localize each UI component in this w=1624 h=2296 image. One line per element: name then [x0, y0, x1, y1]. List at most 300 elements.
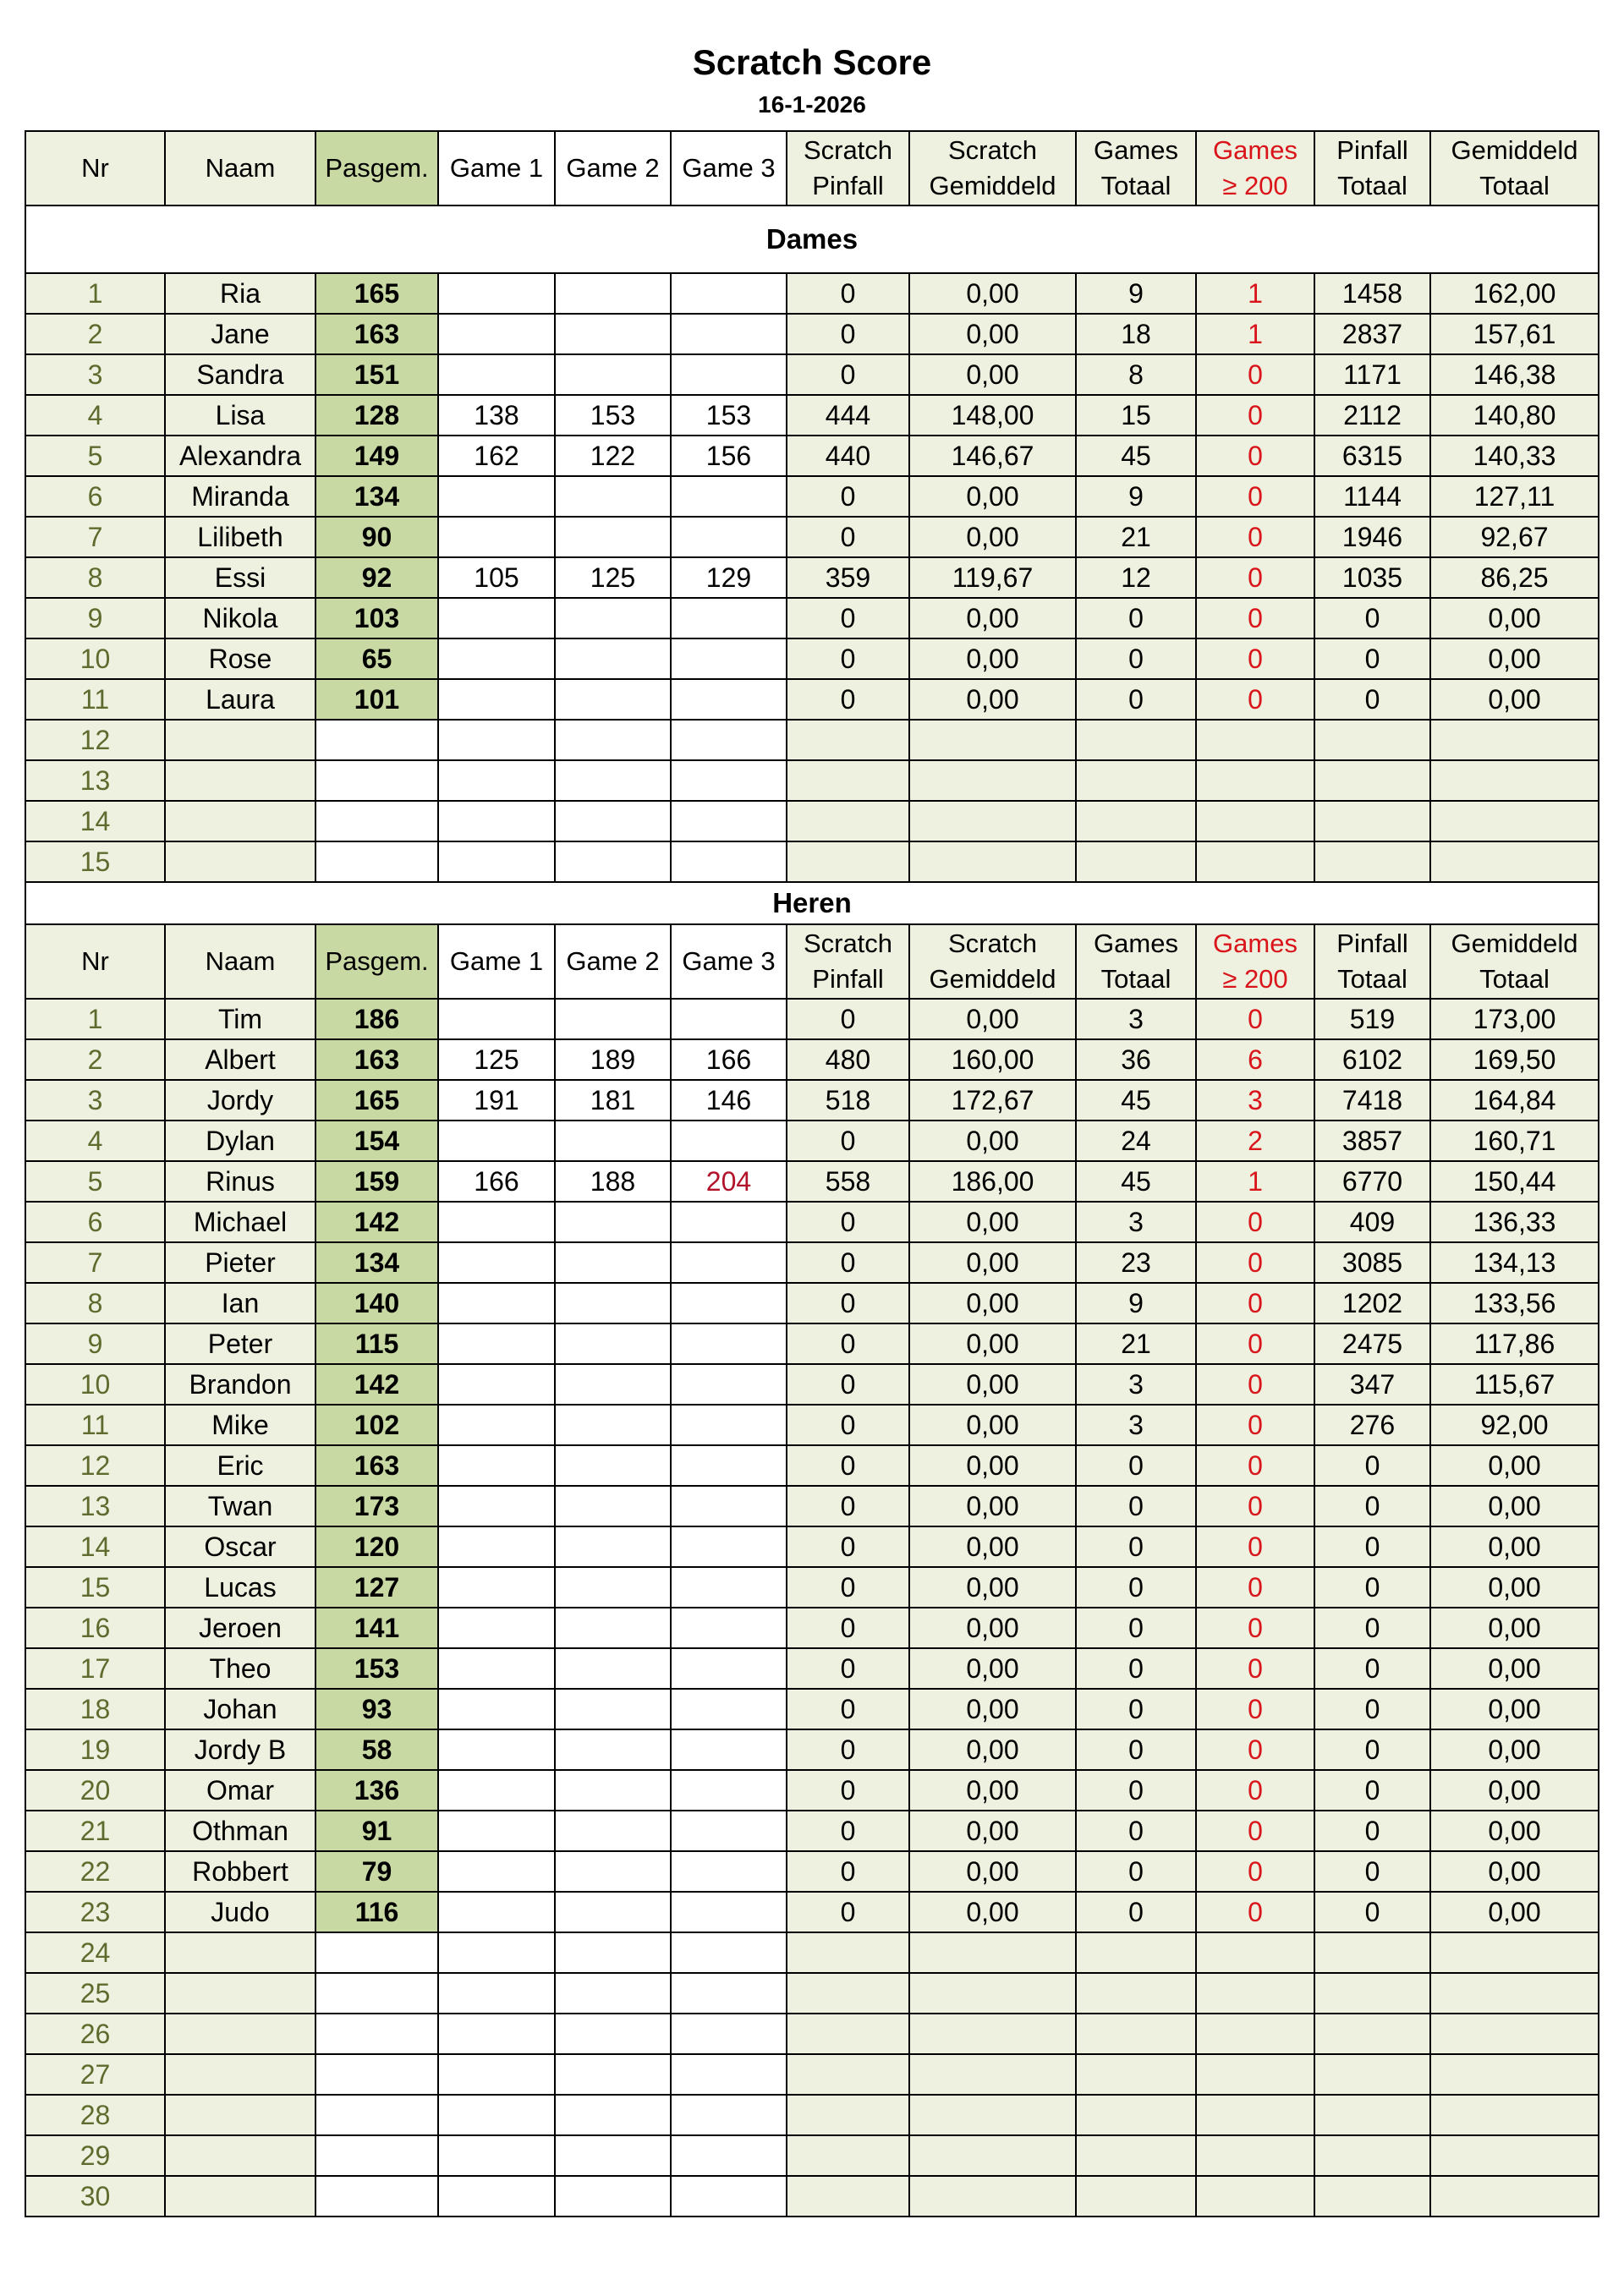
cell-games-200: 0 — [1196, 436, 1314, 476]
table-row — [25, 841, 1599, 882]
cell-scratch-pinfall: 0 — [787, 1323, 909, 1364]
cell-naam: Rose — [165, 638, 315, 679]
cell-game-3: 146 — [671, 1080, 787, 1121]
cell-nr: 24 — [25, 1932, 165, 1973]
cell-nr: 25 — [25, 1973, 165, 2014]
cell-gemiddeld-totaal: 146,38 — [1430, 354, 1599, 395]
cell-naam — [165, 2135, 315, 2176]
cell-pinfall-totaal: 0 — [1314, 1608, 1430, 1648]
cell-naam — [165, 720, 315, 760]
cell-scratch-gemiddeld — [909, 2095, 1076, 2135]
cell-games-totaal: 0 — [1076, 1729, 1196, 1770]
cell-games-200: 0 — [1196, 1567, 1314, 1608]
cell-scratch-gemiddeld: 0,00 — [909, 1202, 1076, 1242]
cell-gemiddeld-totaal: 160,71 — [1430, 1121, 1599, 1161]
cell-game-1 — [438, 1202, 555, 1242]
cell-pinfall-totaal: 0 — [1314, 1770, 1430, 1811]
cell-games-totaal: 0 — [1076, 1486, 1196, 1526]
cell-pinfall-totaal: 0 — [1314, 1892, 1430, 1932]
cell-naam: Mike — [165, 1405, 315, 1445]
cell-scratch-pinfall: 0 — [787, 1851, 909, 1892]
cell-naam — [165, 760, 315, 801]
cell-games-totaal: 0 — [1076, 1770, 1196, 1811]
cell-game-1 — [438, 1364, 555, 1405]
cell-games-200 — [1196, 2176, 1314, 2217]
cell-game-1 — [438, 2014, 555, 2054]
header-games-totaal-line: Games — [1094, 135, 1178, 165]
cell-games-totaal — [1076, 801, 1196, 841]
cell-pasgem: 165 — [315, 273, 438, 314]
cell-nr: 7 — [25, 517, 165, 557]
cell-game-3 — [671, 1973, 787, 2014]
cell-game-3 — [671, 1364, 787, 1405]
cell-games-200 — [1196, 2054, 1314, 2095]
table-row — [25, 476, 1599, 517]
cell-nr: 19 — [25, 1729, 165, 1770]
cell-game-1: 105 — [438, 557, 555, 598]
section-row — [25, 882, 1599, 924]
cell-game-3 — [671, 801, 787, 841]
header-gemiddeld-totaal-line: Totaal — [1479, 964, 1550, 994]
cell-game-2 — [555, 679, 671, 720]
cell-pasgem: 58 — [315, 1729, 438, 1770]
cell-game-2 — [555, 841, 671, 882]
cell-gemiddeld-totaal — [1430, 2014, 1599, 2054]
cell-pinfall-totaal: 276 — [1314, 1405, 1430, 1445]
cell-game-2 — [555, 2014, 671, 2054]
cell-naam: Rinus — [165, 1161, 315, 1202]
cell-gemiddeld-totaal: 0,00 — [1430, 1770, 1599, 1811]
cell-scratch-gemiddeld: 0,00 — [909, 1405, 1076, 1445]
cell-gemiddeld-totaal: 162,00 — [1430, 273, 1599, 314]
cell-pinfall-totaal: 1144 — [1314, 476, 1430, 517]
table-row — [25, 314, 1599, 354]
cell-pasgem: 128 — [315, 395, 438, 436]
cell-scratch-gemiddeld: 0,00 — [909, 1608, 1076, 1648]
cell-game-1 — [438, 720, 555, 760]
cell-pasgem: 115 — [315, 1323, 438, 1364]
cell-pinfall-totaal: 0 — [1314, 1689, 1430, 1729]
header-games-totaal — [1076, 924, 1196, 999]
header-scratch-pinfall-line: Pinfall — [812, 964, 884, 994]
cell-pinfall-totaal: 3085 — [1314, 1242, 1430, 1283]
table-row — [25, 1892, 1599, 1932]
cell-gemiddeld-totaal: 115,67 — [1430, 1364, 1599, 1405]
cell-scratch-pinfall: 0 — [787, 1648, 909, 1689]
header-games-200-line: Games — [1213, 929, 1298, 958]
cell-game-2 — [555, 354, 671, 395]
cell-scratch-pinfall: 0 — [787, 517, 909, 557]
cell-scratch-pinfall — [787, 841, 909, 882]
cell-nr: 2 — [25, 1039, 165, 1080]
cell-naam — [165, 1973, 315, 2014]
cell-gemiddeld-totaal — [1430, 2135, 1599, 2176]
table-row — [25, 1770, 1599, 1811]
cell-scratch-pinfall: 0 — [787, 679, 909, 720]
cell-naam — [165, 841, 315, 882]
table-row — [25, 2014, 1599, 2054]
cell-game-1 — [438, 1648, 555, 1689]
cell-game-1 — [438, 476, 555, 517]
cell-game-2 — [555, 2095, 671, 2135]
table-row — [25, 436, 1599, 476]
cell-gemiddeld-totaal: 0,00 — [1430, 598, 1599, 638]
cell-game-3 — [671, 1202, 787, 1242]
cell-game-3 — [671, 679, 787, 720]
cell-game-3 — [671, 1445, 787, 1486]
cell-naam: Lisa — [165, 395, 315, 436]
cell-pinfall-totaal — [1314, 1973, 1430, 2014]
cell-games-200: 0 — [1196, 1202, 1314, 1242]
cell-pinfall-totaal — [1314, 841, 1430, 882]
cell-game-2 — [555, 1851, 671, 1892]
cell-nr: 30 — [25, 2176, 165, 2217]
cell-gemiddeld-totaal — [1430, 720, 1599, 760]
cell-pasgem: 142 — [315, 1202, 438, 1242]
cell-game-3 — [671, 1892, 787, 1932]
cell-naam: Ria — [165, 273, 315, 314]
cell-naam: Omar — [165, 1770, 315, 1811]
cell-naam — [165, 801, 315, 841]
cell-pinfall-totaal — [1314, 1932, 1430, 1973]
cell-pinfall-totaal: 409 — [1314, 1202, 1430, 1242]
header-game-1: Game 1 — [438, 131, 555, 205]
cell-games-200 — [1196, 801, 1314, 841]
cell-nr: 3 — [25, 354, 165, 395]
table-row — [25, 801, 1599, 841]
cell-game-1 — [438, 2135, 555, 2176]
cell-games-totaal: 12 — [1076, 557, 1196, 598]
cell-scratch-gemiddeld — [909, 841, 1076, 882]
header-pasgem: Pasgem. — [315, 131, 438, 205]
cell-scratch-pinfall — [787, 2176, 909, 2217]
header-games-totaal-line: Games — [1094, 929, 1178, 958]
header-gemiddeld-totaal — [1430, 131, 1599, 205]
cell-pasgem: 134 — [315, 476, 438, 517]
cell-games-totaal: 21 — [1076, 517, 1196, 557]
cell-games-totaal: 0 — [1076, 1608, 1196, 1648]
cell-game-2: 153 — [555, 395, 671, 436]
cell-pasgem: 151 — [315, 354, 438, 395]
cell-game-2 — [555, 999, 671, 1039]
section-title: Dames — [25, 205, 1599, 273]
cell-game-2 — [555, 1811, 671, 1851]
header-pinfall-totaal-line: Pinfall — [1336, 135, 1408, 165]
cell-game-2 — [555, 1486, 671, 1526]
cell-games-totaal: 0 — [1076, 1567, 1196, 1608]
table-row — [25, 1283, 1599, 1323]
cell-pinfall-totaal: 2112 — [1314, 395, 1430, 436]
cell-game-3 — [671, 1648, 787, 1689]
cell-nr: 13 — [25, 1486, 165, 1526]
cell-game-1 — [438, 679, 555, 720]
cell-gemiddeld-totaal: 0,00 — [1430, 1526, 1599, 1567]
header-pinfall-totaal — [1314, 131, 1430, 205]
cell-games-totaal: 36 — [1076, 1039, 1196, 1080]
cell-pinfall-totaal — [1314, 2054, 1430, 2095]
cell-pasgem: 65 — [315, 638, 438, 679]
cell-game-2 — [555, 273, 671, 314]
cell-scratch-gemiddeld: 0,00 — [909, 1811, 1076, 1851]
cell-scratch-pinfall: 0 — [787, 1283, 909, 1323]
cell-games-totaal: 45 — [1076, 1161, 1196, 1202]
header-games-totaal-line: Totaal — [1100, 964, 1171, 994]
cell-gemiddeld-totaal — [1430, 2176, 1599, 2217]
cell-pinfall-totaal: 7418 — [1314, 1080, 1430, 1121]
cell-game-1: 162 — [438, 436, 555, 476]
cell-scratch-gemiddeld: 0,00 — [909, 517, 1076, 557]
cell-nr: 6 — [25, 476, 165, 517]
cell-game-2 — [555, 1567, 671, 1608]
cell-games-200 — [1196, 2014, 1314, 2054]
header-game-3: Game 3 — [671, 924, 787, 999]
cell-games-totaal — [1076, 841, 1196, 882]
cell-game-3 — [671, 1770, 787, 1811]
cell-scratch-gemiddeld: 0,00 — [909, 1526, 1076, 1567]
cell-games-200: 0 — [1196, 598, 1314, 638]
cell-naam: Eric — [165, 1445, 315, 1486]
cell-scratch-pinfall: 0 — [787, 1729, 909, 1770]
table-row — [25, 999, 1599, 1039]
cell-pinfall-totaal: 2837 — [1314, 314, 1430, 354]
cell-games-200: 1 — [1196, 1161, 1314, 1202]
cell-pinfall-totaal — [1314, 720, 1430, 760]
cell-games-totaal — [1076, 720, 1196, 760]
cell-game-1 — [438, 1851, 555, 1892]
cell-gemiddeld-totaal: 157,61 — [1430, 314, 1599, 354]
header-pinfall-totaal-line: Totaal — [1337, 171, 1407, 200]
cell-games-200 — [1196, 2095, 1314, 2135]
cell-gemiddeld-totaal — [1430, 1932, 1599, 1973]
cell-scratch-pinfall: 0 — [787, 1811, 909, 1851]
table-row — [25, 2135, 1599, 2176]
cell-game-2 — [555, 1729, 671, 1770]
cell-game-1 — [438, 638, 555, 679]
cell-gemiddeld-totaal: 133,56 — [1430, 1283, 1599, 1323]
cell-pinfall-totaal: 1171 — [1314, 354, 1430, 395]
table-row — [25, 1121, 1599, 1161]
cell-game-1 — [438, 1242, 555, 1283]
cell-game-3 — [671, 638, 787, 679]
cell-scratch-pinfall: 0 — [787, 1202, 909, 1242]
cell-pinfall-totaal: 3857 — [1314, 1121, 1430, 1161]
cell-game-2 — [555, 517, 671, 557]
cell-naam: Johan — [165, 1689, 315, 1729]
cell-game-3 — [671, 1932, 787, 1973]
cell-scratch-pinfall: 0 — [787, 1567, 909, 1608]
cell-pasgem: 159 — [315, 1161, 438, 1202]
cell-game-2: 125 — [555, 557, 671, 598]
header-game-2: Game 2 — [555, 924, 671, 999]
cell-games-200: 0 — [1196, 1729, 1314, 1770]
cell-pasgem: 163 — [315, 1445, 438, 1486]
cell-game-3 — [671, 1121, 787, 1161]
cell-nr: 13 — [25, 760, 165, 801]
cell-naam: Peter — [165, 1323, 315, 1364]
cell-games-totaal: 23 — [1076, 1242, 1196, 1283]
cell-scratch-gemiddeld: 0,00 — [909, 1445, 1076, 1486]
cell-nr: 9 — [25, 1323, 165, 1364]
table-row — [25, 2176, 1599, 2217]
table-row — [25, 2095, 1599, 2135]
cell-games-totaal: 15 — [1076, 395, 1196, 436]
cell-scratch-gemiddeld: 0,00 — [909, 1486, 1076, 1526]
table-row — [25, 273, 1599, 314]
cell-nr: 4 — [25, 395, 165, 436]
cell-games-200: 0 — [1196, 1892, 1314, 1932]
cell-games-totaal — [1076, 2095, 1196, 2135]
cell-scratch-pinfall: 0 — [787, 638, 909, 679]
header-scratch-pinfall-line: Scratch — [803, 929, 893, 958]
cell-pinfall-totaal: 0 — [1314, 1567, 1430, 1608]
cell-nr: 21 — [25, 1811, 165, 1851]
header-scratch-gemiddeld — [909, 924, 1076, 999]
header-scratch-gemiddeld-line: Gemiddeld — [929, 171, 1056, 200]
cell-game-2 — [555, 1121, 671, 1161]
cell-game-3 — [671, 1567, 787, 1608]
cell-scratch-pinfall — [787, 1932, 909, 1973]
cell-games-200: 6 — [1196, 1039, 1314, 1080]
table-row — [25, 354, 1599, 395]
cell-games-totaal: 3 — [1076, 1364, 1196, 1405]
cell-game-3 — [671, 2176, 787, 2217]
cell-pasgem: 140 — [315, 1283, 438, 1323]
cell-nr: 5 — [25, 436, 165, 476]
cell-scratch-pinfall: 0 — [787, 273, 909, 314]
cell-scratch-gemiddeld: 0,00 — [909, 1364, 1076, 1405]
cell-scratch-gemiddeld: 0,00 — [909, 1729, 1076, 1770]
cell-pinfall-totaal: 0 — [1314, 598, 1430, 638]
cell-game-3 — [671, 314, 787, 354]
cell-scratch-gemiddeld — [909, 1973, 1076, 2014]
header-scratch-pinfall-line: Pinfall — [812, 171, 884, 200]
cell-game-3 — [671, 1608, 787, 1648]
cell-gemiddeld-totaal: 92,67 — [1430, 517, 1599, 557]
cell-game-2: 188 — [555, 1161, 671, 1202]
cell-pasgem: 90 — [315, 517, 438, 557]
cell-pasgem — [315, 801, 438, 841]
cell-pasgem: 92 — [315, 557, 438, 598]
cell-game-1 — [438, 1283, 555, 1323]
cell-nr: 8 — [25, 1283, 165, 1323]
cell-nr: 15 — [25, 841, 165, 882]
header-scratch-gemiddeld — [909, 131, 1076, 205]
cell-scratch-gemiddeld — [909, 2135, 1076, 2176]
cell-scratch-pinfall: 444 — [787, 395, 909, 436]
cell-game-1: 166 — [438, 1161, 555, 1202]
cell-games-totaal: 9 — [1076, 273, 1196, 314]
cell-pasgem: 153 — [315, 1648, 438, 1689]
cell-games-200: 0 — [1196, 1405, 1314, 1445]
cell-scratch-pinfall: 0 — [787, 1364, 909, 1405]
cell-naam — [165, 2095, 315, 2135]
header-pinfall-totaal-line: Totaal — [1337, 964, 1407, 994]
cell-scratch-pinfall: 0 — [787, 314, 909, 354]
header-gemiddeld-totaal-line: Gemiddeld — [1451, 135, 1578, 165]
cell-pinfall-totaal: 6102 — [1314, 1039, 1430, 1080]
cell-game-2 — [555, 1445, 671, 1486]
cell-game-1: 138 — [438, 395, 555, 436]
table-row — [25, 598, 1599, 638]
cell-scratch-gemiddeld: 0,00 — [909, 1283, 1076, 1323]
cell-scratch-pinfall: 0 — [787, 1892, 909, 1932]
cell-gemiddeld-totaal: 92,00 — [1430, 1405, 1599, 1445]
cell-games-200: 0 — [1196, 354, 1314, 395]
cell-pasgem: 93 — [315, 1689, 438, 1729]
cell-games-200 — [1196, 720, 1314, 760]
cell-pinfall-totaal: 0 — [1314, 1729, 1430, 1770]
cell-game-1 — [438, 1729, 555, 1770]
table-row — [25, 1161, 1599, 1202]
cell-game-1 — [438, 1932, 555, 1973]
cell-game-2 — [555, 638, 671, 679]
table-row — [25, 395, 1599, 436]
cell-scratch-gemiddeld: 0,00 — [909, 1242, 1076, 1283]
table-row — [25, 1648, 1599, 1689]
cell-games-totaal — [1076, 1932, 1196, 1973]
cell-games-totaal: 0 — [1076, 598, 1196, 638]
cell-game-1: 125 — [438, 1039, 555, 1080]
header-scratch-gemiddeld-line: Scratch — [947, 929, 1038, 958]
cell-games-200: 0 — [1196, 517, 1314, 557]
cell-games-200: 0 — [1196, 679, 1314, 720]
header-pasgem: Pasgem. — [315, 924, 438, 999]
cell-game-1 — [438, 1121, 555, 1161]
cell-pasgem: 163 — [315, 314, 438, 354]
cell-gemiddeld-totaal — [1430, 801, 1599, 841]
cell-games-totaal: 0 — [1076, 679, 1196, 720]
cell-games-200: 0 — [1196, 1608, 1314, 1648]
score-table — [25, 130, 1599, 2217]
cell-scratch-gemiddeld: 148,00 — [909, 395, 1076, 436]
cell-games-200: 0 — [1196, 476, 1314, 517]
cell-games-200: 0 — [1196, 1486, 1314, 1526]
header-row — [25, 924, 1599, 999]
cell-naam: Tim — [165, 999, 315, 1039]
cell-gemiddeld-totaal: 0,00 — [1430, 1811, 1599, 1851]
cell-game-2 — [555, 598, 671, 638]
cell-game-3 — [671, 1811, 787, 1851]
cell-nr: 7 — [25, 1242, 165, 1283]
cell-games-totaal: 18 — [1076, 314, 1196, 354]
cell-pinfall-totaal: 0 — [1314, 1486, 1430, 1526]
cell-naam — [165, 2176, 315, 2217]
cell-game-2: 189 — [555, 1039, 671, 1080]
cell-game-2 — [555, 1689, 671, 1729]
cell-game-3 — [671, 2014, 787, 2054]
cell-scratch-pinfall: 359 — [787, 557, 909, 598]
cell-games-200: 0 — [1196, 1770, 1314, 1811]
cell-scratch-pinfall: 0 — [787, 598, 909, 638]
cell-game-1 — [438, 598, 555, 638]
header-pinfall-totaal — [1314, 924, 1430, 999]
cell-games-totaal: 0 — [1076, 1851, 1196, 1892]
cell-gemiddeld-totaal: 169,50 — [1430, 1039, 1599, 1080]
cell-pasgem: 136 — [315, 1770, 438, 1811]
cell-game-1 — [438, 1973, 555, 2014]
cell-gemiddeld-totaal: 140,33 — [1430, 436, 1599, 476]
table-row — [25, 1729, 1599, 1770]
cell-scratch-pinfall — [787, 2095, 909, 2135]
table-row — [25, 1323, 1599, 1364]
cell-nr: 11 — [25, 679, 165, 720]
cell-game-3 — [671, 476, 787, 517]
cell-gemiddeld-totaal: 164,84 — [1430, 1080, 1599, 1121]
cell-game-3 — [671, 1689, 787, 1729]
cell-scratch-pinfall — [787, 2135, 909, 2176]
cell-naam: Laura — [165, 679, 315, 720]
cell-scratch-gemiddeld: 0,00 — [909, 273, 1076, 314]
